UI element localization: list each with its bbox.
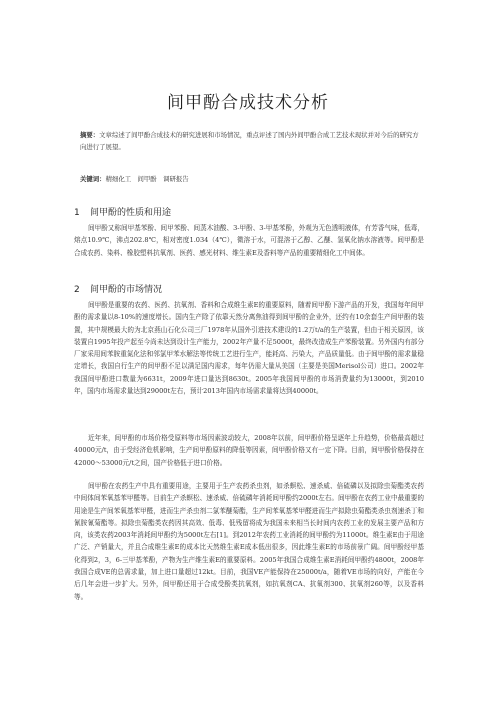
section-heading-1 bbox=[74, 205, 171, 218]
keywords-text: 精细化工 间甲酚 调研报告 bbox=[105, 175, 189, 183]
section-title: 间甲酚的性质和用途 bbox=[90, 208, 172, 218]
document-title: 间甲酚合成技术分析 bbox=[167, 93, 329, 113]
section-heading-2 bbox=[74, 282, 162, 295]
keywords-label: 关键词： bbox=[80, 175, 106, 183]
paragraph: 近年来，间甲酚的市场价格受原料等市场因素波动较大，2008年以前，间甲酚价格呈逐年上升趋势，价格最高超过40000元/t，由于受经济危机影响，生产间甲酚原料的降低等因素，间甲酚价格又有一定下降。目前，间甲酚价格保持在42000～53000元/t之间，国产价格低于进口价格。 bbox=[74, 434, 424, 467]
abstract bbox=[80, 129, 420, 153]
section-number: 1 bbox=[74, 208, 80, 218]
keywords bbox=[80, 173, 420, 185]
section-number: 2 bbox=[74, 285, 80, 295]
abstract-label: 摘要： bbox=[80, 131, 100, 139]
section-title: 间甲酚的市场情况 bbox=[90, 285, 163, 295]
abstract-text: 文章综述了间甲酚合成技术的研究进展和市场情况，重点评述了国内外间甲酚合成工艺技术现状并对今后的研究方向进行了展望。 bbox=[80, 131, 419, 151]
paragraph: 间甲酚在农药生产中具有重要用途，主要用于生产农药杀虫剂，如杀螟松、速杀威、倍硫磷以及拟除虫菊酯类农药中间体间苯氧基苯甲醛等。目前生产杀螟松、速杀威、倍硫磷年消耗间甲酚约2000t左右。间甲酚在农药工业中最重要的用途是生产间苯氧基苯甲醛，进而生产杀虫剂二氯苯醚菊酯，生产间苯氧基苯甲醛进而生产拟除虫菊酯类杀虫剂速杀丁和氰胺氰菊酯等。拟除虫菊酯类农药因其高效、低毒、低残留将成为我国未来相当长时间内农药工业的发展主要产品和方向，该类农药2003年消耗间甲酚约为5000t左右[1]。到2012年农药工业消耗的间甲酚约为11000t。维生素E由于用途广泛、产销量大，并且合成维生素E的成本比天然维生素E成本低出很多，因此维生素E的市场前景广阔。间甲酚经甲基化得到2，3，6-三甲基苯酚，产物为生产维生素E的重要原料。2005年我国合成维生素E消耗间甲酚约4800t，2008年我国合成VE的总需求量，加上进口量超过12kt。目前，我国VE产能保持在25000t/a，随着VE市场的向好，产能在今后几年会进一步扩大。另外，间甲酚还用于合成受酚类抗氧剂，如抗氧剂CA、抗氧剂300、抗氧剂260等，以及香料等。 bbox=[74, 482, 424, 601]
paragraph: 间甲酚又称间甲基苯酚、间甲苯酚、间蒸木油酸、3-甲酚、3-甲基苯酚，外观为无色透明液体，有芳香气味，低毒，熔点10.9℃，沸点202.8℃，相对密度1.034（4℃），微溶于水，可混溶于乙醇、乙醚、氢氧化钠水溶液等。间甲酚是合成农药、染料、橡胶塑料抗氧剂、医药、感光材料、维生素E及香料等产品的重要精细化工中间体。 bbox=[74, 224, 424, 257]
paragraph: 间甲酚是重要的农药、医药、抗氧剂、香料和合成维生素E的重要原料，随着间甲酚下游产品的开发，我国每年间甲酚的需求量以8-10%的速度增长。国内生产除了依靠天然分离焦油得到间甲酚的企业外，还约有10余套生产间甲酚的装置，其中规模最大的为北京燕山石化公司三厂1978年从国外引进技术建设的1.2万t/a的生产装置，但由于相关原因，该装置自1995年投产起至今尚未达到设计生产能力，2002年产量不足5000t，最终改造成生产苯酚装置。另外国内有部分厂家采用间苯胺重氮化法和邻氯甲苯水解法等传统工艺进行生产，能耗高、污染大，产品质量低。由于间甲酚的需求量稳定增长，我国自行生产的间甲酚不足以满足国内需求，每年仍需大量从美国（主要是美国Merisol公司）进口。2002年我国间甲酚进口数量为6631t，2009年进口量达到8630t。2005年我国间甲酚的市场消费量约为13000t，到2010年，国内市场需求量达到29000t左右，预计2013年国内市场需求量将达到40000t。 bbox=[74, 301, 424, 396]
